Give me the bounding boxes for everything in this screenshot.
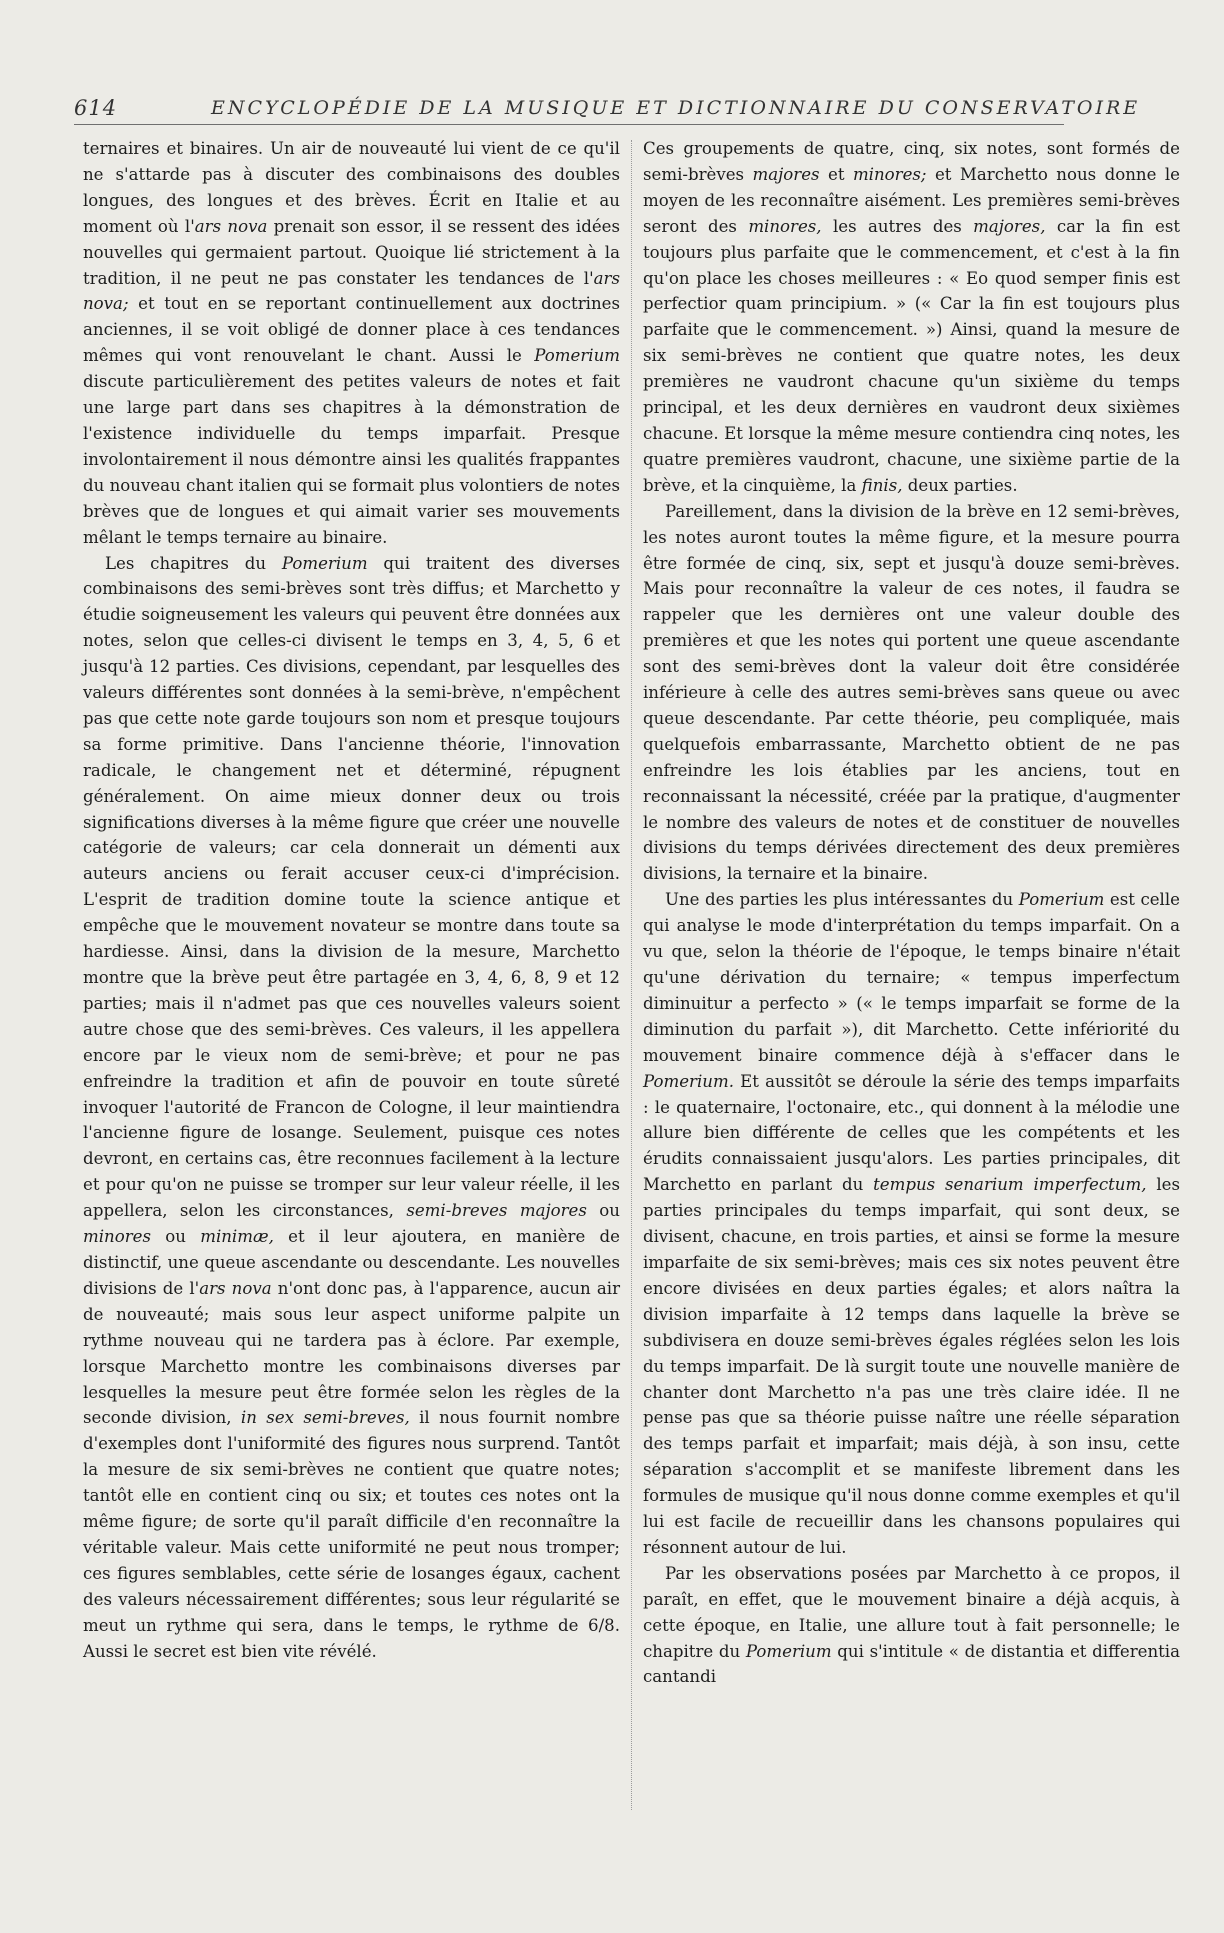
text-run: discute particulièrement des petites valeurs de notes et fait une large part dans ses chapitres à la démonstration de l'existence individuelle du temps imparfait. Presque involontairement il nous démontre ainsi les qualités frappantes du nouveau chant italien qui se formait plus volontiers de notes brèves que de longues et qui aimait varier ses mouvements mêlant le temps ternaire au binaire.	[83, 372, 620, 547]
text-run: prenait son essor, il se ressent des idées nouvelles qui germaient partout. Quoique lié strictement à la tradition, il ne peut ne pas constater les tendances de l'	[83, 216, 621, 288]
text-run: qui s'intitule « de distantia et differentia cantandi	[643, 1641, 1181, 1687]
italic-text-run: Pomerium	[534, 346, 620, 366]
italic-text-run: majores,	[973, 216, 1046, 236]
paragraph	[83, 136, 620, 551]
text-run: ou	[151, 1227, 201, 1247]
italic-text-run: ars nova	[199, 1278, 272, 1298]
text-run: Et aussitôt se déroule la série des temps imparfaits : le quaternaire, l'octonaire, etc., qui donnent à la mélodie une allure bien différente de celles que les compétents et les érudits connaissaient jusqu'alors. Les parties principales, dit Marchetto en parlant du	[643, 1071, 1180, 1195]
text-run: Les chapitres du	[105, 553, 282, 573]
running-title: ENCYCLOPÉDIE DE LA MUSIQUE ET DICTIONNAIRE DU CONSERVATOIRE	[211, 97, 1141, 119]
italic-text-run: minimæ,	[200, 1227, 274, 1247]
paragraph	[643, 499, 1180, 888]
page-number: 614	[74, 96, 118, 120]
italic-text-run: Pomerium	[281, 553, 368, 573]
text-run: ternaires et binaires. Un air de nouveauté lui vient de ce qu'il ne s'attarde pas à discuter des combinaisons des doubles longues, des longues et des brèves. Écrit en Italie et au moment où l'	[83, 139, 620, 236]
italic-text-run: ars nova	[194, 216, 268, 236]
italic-text-run: tempus senarium imperfectum,	[873, 1175, 1147, 1195]
text-run: n'ont donc pas, à l'apparence, aucun air de nouveauté; mais sous leur aspect uniforme palpite un rythme nouveau qui ne tardera pas à éclore. Par exemple, lorsque Marchetto montre les combinaisons diverses par lesquelles la mesure peut être formée selon les règles de la seconde division,	[83, 1278, 621, 1428]
text-run: Ces groupements de quatre, cinq, six notes, sont formés de semi-brèves	[643, 139, 1180, 184]
italic-text-run: in sex semi-breves,	[240, 1408, 410, 1428]
paragraph	[83, 551, 620, 1665]
italic-text-run: ars nova;	[83, 268, 620, 314]
paragraph	[643, 887, 1180, 1561]
paragraph	[643, 1561, 1180, 1691]
text-run: est celle qui analyse le mode d'interprétation du temps imparfait. On a vu que, selon la théorie de l'époque, le temps binaire n'était qu'une dérivation du ternaire; « tempus imperfectum diminuitur a perfecto » (« le temps imparfait se forme de la diminution du parfait »), dit Marchetto. Cette infériorité du mouvement binaire commence déjà à s'effacer dans le	[643, 890, 1180, 1065]
italic-text-run: finis,	[861, 475, 903, 495]
text-run: les autres des	[821, 216, 974, 236]
right-text-column	[643, 136, 1180, 1690]
italic-text-run: minores	[83, 1227, 151, 1247]
italic-text-run: majores	[752, 164, 820, 184]
italic-text-run: Pomerium.	[643, 1071, 734, 1091]
italic-text-run: minores;	[852, 164, 927, 184]
text-run: Par les observations posées par Marchetto à ce propos, il paraît, en effet, que le mouvement binaire a déjà acquis, à cette époque, en Italie, une allure tout à fait personnelle; le chapitre du	[643, 1563, 1180, 1661]
page-header	[74, 96, 1141, 125]
text-run: car la fin est toujours plus parfaite que le commencement, et c'est à la fin qu'on place les choses meilleures : « Eo quod semper finis est perfectior quam principium. » (« Car la fin est toujours plus parfaite que le commencement. ») Ainsi, quand la mesure de six semi-brèves ne contient que quatre notes, les deux premières ne vaudront chacune qu'un sixième du temps principal, et les deux dernières en vaudront deux sixièmes chacune. Et lorsque la même mesure contiendra cinq notes, les quatre premières vaudront, chacune, une sixième partie de la brève, et la cinquième, la	[643, 216, 1181, 495]
paragraph	[643, 136, 1180, 499]
italic-text-run: Pomerium	[1018, 890, 1105, 910]
column-divider	[631, 140, 632, 1810]
text-run: les parties principales du temps imparfait, qui sont deux, se divisent, chacune, en trois parties, et ainsi se forme la mesure imparfaite de six semi-brèves; mais ces six notes peuvent être encore divisées en deux parties égales; et alors naîtra la division imparfaite à 12 temps dans laquelle la brève se subdivisera en douze semi-brèves égales réglées selon les lois du temps imparfait. De là surgit toute une nouvelle manière de chanter dont Marchetto n'a pas une très claire idée. Il ne pense pas que sa théorie puisse naître une réelle séparation des temps parfait et imparfait; mais déjà, à son insu, cette séparation s'accomplit et se manifeste librement dans les formules de musique qu'il nous donne comme exemples et qu'il lui est facile de recueillir dans les chansons populaires qui résonnent autour de lui.	[643, 1175, 1180, 1557]
text-run: et tout en se reportant continuellement aux doctrines anciennes, il se voit obligé de donner place à ces tendances mêmes qui vont renouvelant le chant. Aussi le	[83, 294, 620, 366]
text-run: et Marchetto nous donne le moyen de les reconnaître aisément. Les premières semi-brèves seront des	[643, 164, 1180, 236]
text-run: Pareillement, dans la division de la brève en 12 semi-brèves, les notes auront toutes la même figure, et la mesure pourra être formée de cinq, six, sept et jusqu'à douze semi-brèves. Mais pour reconnaître la valeur de ces notes, il faudra se rappeler que les dernières ont une valeur double des premières et que les notes qui portent une queue ascendante sont des semi-brèves dont la valeur doit être considérée inférieure à celle des autres semi-brèves sans queue ou avec queue descendante. Par cette théorie, peu compliquée, mais quelquefois embarrassante, Marchetto obtient de ne pas enfreindre les lois établies par les anciens, tout en reconnaissant la nécessité, créée par la pratique, d'augmenter le nombre des valeurs de notes et de constituer de nouvelles divisions du temps dérivées directement des deux premières divisions, la ternaire et la binaire.	[643, 501, 1180, 884]
text-run: il nous fournit nombre d'exemples dont l'uniformité des figures nous surprend. Tantôt la mesure de six semi-brèves ne contient que quatre notes; tantôt elle en contient cinq ou six; et toutes ces notes ont la même figure; de sorte qu'il paraît difficile d'en reconnaître la véritable valeur. Mais cette uniformité ne peut nous tromper; ces figures semblables, cette série de losanges égaux, cachent des valeurs nécessairement différentes; sous leur régularité se meut un rythme qui sera, dans le temps, le rythme de 6/8. Aussi le secret est bien vite révélé.	[83, 1408, 620, 1661]
text-run: deux parties.	[902, 475, 1018, 495]
italic-text-run: minores,	[748, 216, 822, 236]
text-run: Une des parties les plus intéressantes du	[665, 890, 1019, 910]
text-run: et	[819, 164, 853, 184]
italic-text-run: Pomerium	[745, 1641, 832, 1661]
italic-text-run: semi-breves majores	[406, 1201, 587, 1221]
text-run: et il leur ajoutera, en manière de distinctif, une queue ascendante ou descendante. Les nouvelles divisions de l'	[83, 1227, 620, 1298]
left-text-column	[83, 136, 620, 1664]
text-run: ou	[586, 1201, 620, 1221]
text-run: qui traitent des diverses combinaisons des semi-brèves sont très diffus; et Marchetto y étudie soigneusement les valeurs qui peuvent être données aux notes, selon que celles-ci divisent le temps en 3, 4, 5, 6 et jusqu'à 12 parties. Ces divisions, cependant, par lesquelles des valeurs différentes sont données à la semi-brève, n'empêchent pas que cette note garde toujours son nom et presque toujours sa forme primitive. Dans l'ancienne théorie, l'innovation radicale, le changement net et déterminé, répugnent généralement. On aime mieux donner deux ou trois significations diverses à la même figure que créer une nouvelle catégorie de valeurs; car cela donnerait un démenti aux auteurs anciens ou ferait accuser ceux-ci d'imprécision. L'esprit de tradition domine toute la science antique et empêche que le mouvement novateur se montre dans toute sa hardiesse. Ainsi, dans la division de la mesure, Marchetto montre que la brève peut être partagée en 3, 4, 6, 8, 9 et 12 parties; mais il n'admet pas que ces nouvelles valeurs soient autre chose que des semi-brèves. Ces valeurs, il les appellera encore par le vieux nom de semi-brève; et pour ne pas enfreindre la tradition et afin de pouvoir en toute sûreté invoquer l'autorité de Francon de Cologne, il leur maintiendra l'ancienne figure de losange. Seulement, puisque ces notes devront, en certains cas, être reconnues facilement à la lecture et pour qu'on ne puisse se tromper sur leur valeur réelle, il les appellera, selon les circonstances,	[83, 553, 620, 1221]
